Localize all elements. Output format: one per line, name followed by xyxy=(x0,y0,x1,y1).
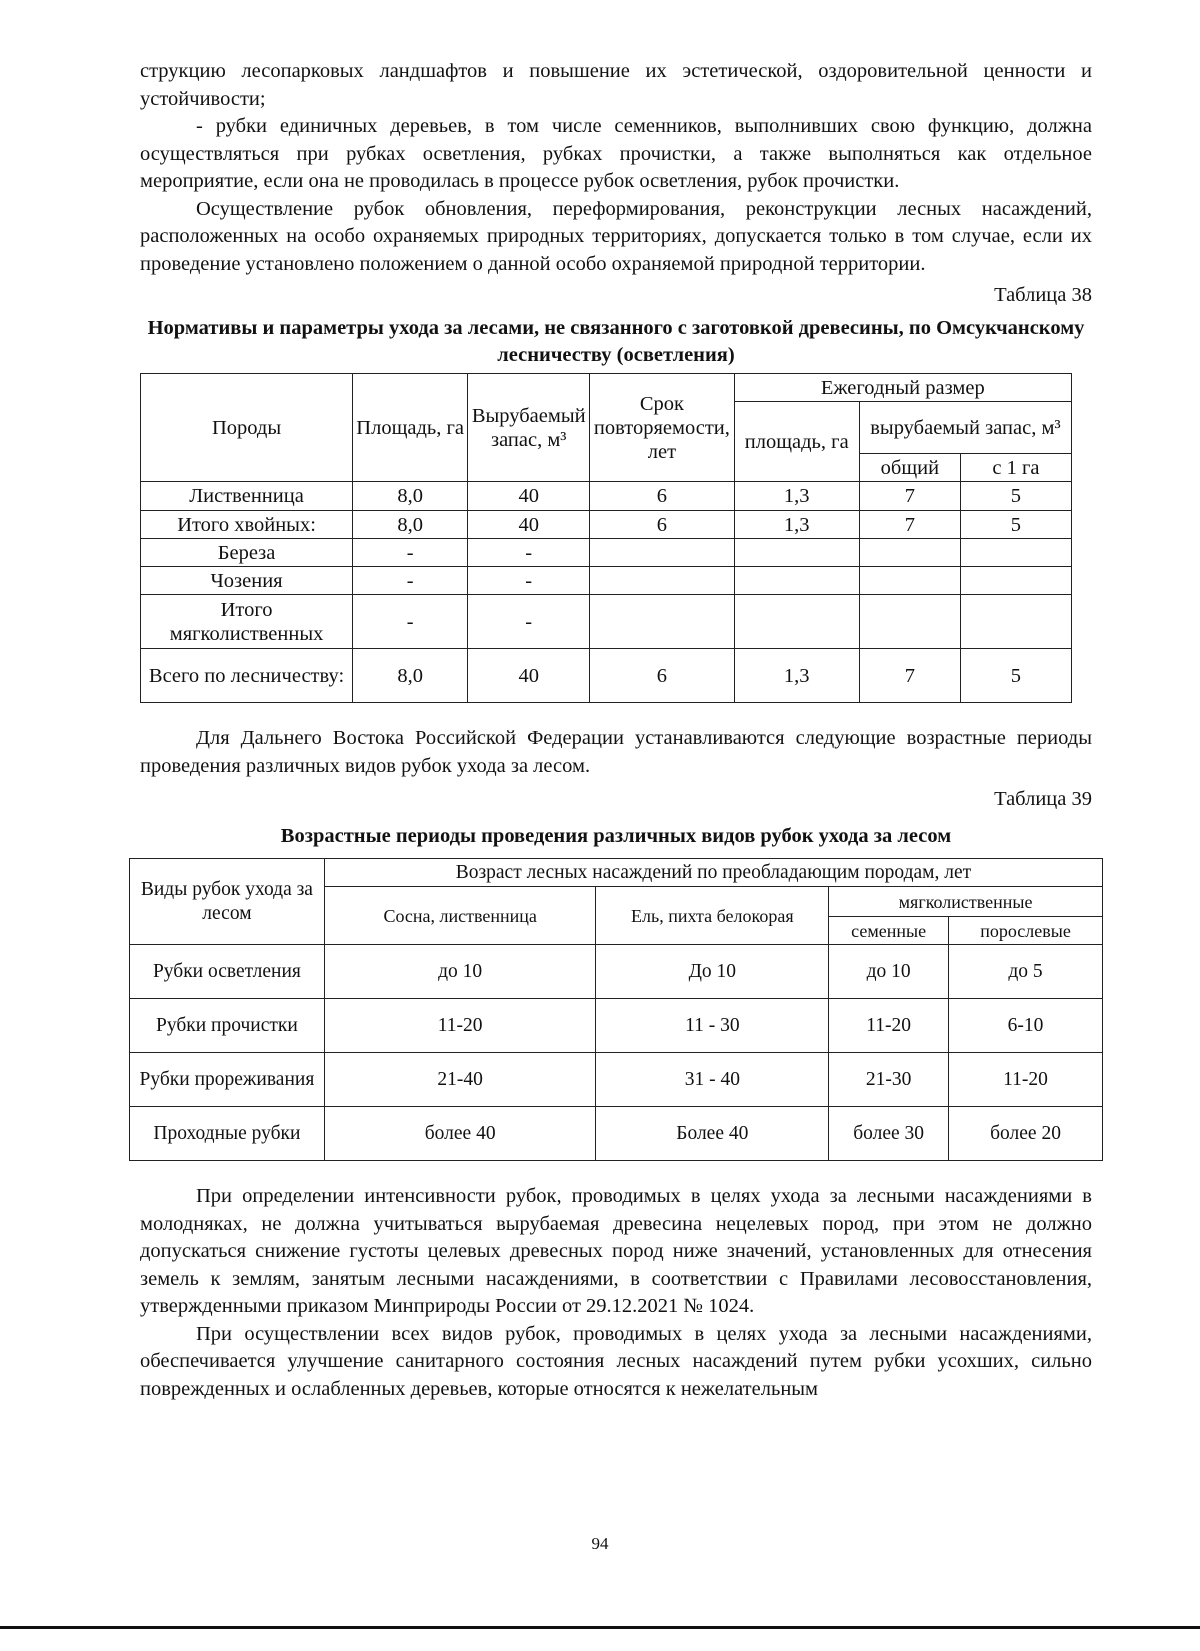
table38-label: Таблица 38 xyxy=(994,284,1092,306)
cell-kind: Рубки прореживания xyxy=(130,1053,325,1107)
table-row xyxy=(130,1107,1103,1161)
cell-kind: Рубки прочистки xyxy=(130,999,325,1053)
header-soft: мягколиственные xyxy=(829,887,1103,917)
table-row xyxy=(130,945,1103,999)
cell-stock: 40 xyxy=(468,511,590,539)
table38-title: Нормативы и параметры ухода за лесами, не связанного с заготовкой древесины, по Омсукчанскому лесничеству (осветления) xyxy=(147,317,1085,366)
paragraph-far-east: Для Дальнего Востока Российской Федерации устанавливаются следующие возрастные периоды проведения различных видов рубок ухода за лесом. xyxy=(140,727,1092,777)
cell-species: Лиственница xyxy=(141,482,353,511)
bottom-rule xyxy=(0,1626,1200,1629)
paragraph-continuation: струкцию лесопарковых ландшафтов и повышение их эстетической, оздоровительной ценности и устойчивости; xyxy=(140,60,1092,110)
paragraph-single-trees: - рубки единичных деревьев, в том числе семенников, выполнивших свою функцию, должна осуществляться при рубках осветления, рубках прочистки, а также выполняться как отдельное мероприятие, если она не проводилась в процессе рубок осветления, рубок прочистки. xyxy=(140,115,1092,192)
cell-period: 6 xyxy=(590,649,734,703)
cell-per-ha xyxy=(960,595,1071,649)
header-kind: Виды рубок ухода за лесом xyxy=(130,859,325,945)
cell-per-ha: 5 xyxy=(960,511,1071,539)
page-number: 94 xyxy=(591,1534,609,1553)
table-row xyxy=(130,999,1103,1053)
table-row xyxy=(141,567,1072,595)
cell-per-ha xyxy=(960,539,1071,567)
cell-kind: Проходные рубки xyxy=(130,1107,325,1161)
cell-species: Итого хвойных: xyxy=(141,511,353,539)
cell-species: Береза xyxy=(141,539,353,567)
header-area: Площадь, га xyxy=(353,374,468,482)
header-sprout: порослевые xyxy=(949,917,1103,945)
header-total: общий xyxy=(859,454,960,482)
cell-species: Чозения xyxy=(141,567,353,595)
cell-pine: до 10 xyxy=(324,945,596,999)
header-annual-area: площадь, га xyxy=(734,402,859,482)
header-seed: семенные xyxy=(829,917,949,945)
cell-stock: - xyxy=(468,539,590,567)
cell-sprout: 11-20 xyxy=(949,1053,1103,1107)
cell-total xyxy=(859,595,960,649)
cell-per-ha: 5 xyxy=(960,482,1071,511)
table-39 xyxy=(129,858,1103,1161)
cell-per-ha xyxy=(960,567,1071,595)
cell-sprout: 6-10 xyxy=(949,999,1103,1053)
cell-spruce: До 10 xyxy=(596,945,829,999)
cell-period xyxy=(590,539,734,567)
table-38 xyxy=(140,373,1072,703)
cell-species: Всего по лесничеству: xyxy=(141,649,353,703)
cell-period xyxy=(590,567,734,595)
cell-stock: 40 xyxy=(468,482,590,511)
table39-label: Таблица 39 xyxy=(994,788,1092,810)
cell-area: 8,0 xyxy=(353,649,468,703)
cell-pine: 11-20 xyxy=(324,999,596,1053)
paragraph-intensity: При определении интенсивности рубок, проводимых в целях ухода за лесными насаждениями в молодняках, не должна учитываться вырубаемая древесина нецелевых пород, при этом не должно допускаться снижение густоты целевых древесных пород ниже значений, установленных для отнесения земель к землям, занятым лесными насаждениями, в соответствии с Правилами лесовосстановления, утвержденными приказом Минприроды России от 29.12.2021 № 1024. xyxy=(140,1185,1092,1317)
cell-area: 8,0 xyxy=(353,511,468,539)
cell-seed: до 10 xyxy=(829,945,949,999)
cell-spruce: 11 - 30 xyxy=(596,999,829,1053)
paragraph-protected-areas: Осуществление рубок обновления, переформирования, реконструкции лесных насаждений, расположенных на особо охраняемых природных территориях, допускается только в том случае, если их проведение установлено положением о данной особо охраняемой природной территории. xyxy=(140,197,1092,275)
cell-annual-area xyxy=(734,539,859,567)
header-age: Возраст лесных насаждений по преобладающим породам, лет xyxy=(324,859,1102,887)
header-stock: Вырубаемый запас, м³ xyxy=(468,374,590,482)
header-spruce: Ель, пихта белокорая xyxy=(596,887,829,945)
cell-area: - xyxy=(353,567,468,595)
document-page xyxy=(140,58,1092,1403)
header-annual: Ежегодный размер xyxy=(734,374,1071,402)
cell-total xyxy=(859,539,960,567)
header-per-ha: с 1 га xyxy=(960,454,1071,482)
cell-annual-area: 1,3 xyxy=(734,511,859,539)
cell-period: 6 xyxy=(590,482,734,511)
cell-area: - xyxy=(353,595,468,649)
cell-pine: более 40 xyxy=(324,1107,596,1161)
cell-sprout: до 5 xyxy=(949,945,1103,999)
cell-spruce: 31 - 40 xyxy=(596,1053,829,1107)
cell-total: 7 xyxy=(859,511,960,539)
table-row xyxy=(141,649,1072,703)
table-row xyxy=(141,595,1072,649)
cell-total: 7 xyxy=(859,482,960,511)
header-annual-stock: вырубаемый запас, м³ xyxy=(859,402,1071,454)
table39-title: Возрастные периоды проведения различных видов рубок ухода за лесом xyxy=(280,825,952,847)
table-row xyxy=(130,1053,1103,1107)
cell-spruce: Более 40 xyxy=(596,1107,829,1161)
cell-total xyxy=(859,567,960,595)
cell-kind: Рубки осветления xyxy=(130,945,325,999)
cell-stock: - xyxy=(468,595,590,649)
cell-annual-area: 1,3 xyxy=(734,482,859,511)
table-row xyxy=(141,539,1072,567)
cell-period xyxy=(590,595,734,649)
cell-seed: 21-30 xyxy=(829,1053,949,1107)
header-pine: Сосна, лиственница xyxy=(324,887,596,945)
cell-species: Итого мягколиственных xyxy=(141,595,353,649)
table-row xyxy=(141,482,1072,511)
cell-area: 8,0 xyxy=(353,482,468,511)
cell-seed: 11-20 xyxy=(829,999,949,1053)
cell-sprout: более 20 xyxy=(949,1107,1103,1161)
cell-seed: более 30 xyxy=(829,1107,949,1161)
header-period: Срок повторяемости, лет xyxy=(590,374,734,482)
header-species: Породы xyxy=(141,374,353,482)
cell-area: - xyxy=(353,539,468,567)
cell-annual-area xyxy=(734,595,859,649)
cell-total: 7 xyxy=(859,649,960,703)
table-row xyxy=(141,511,1072,539)
cell-annual-area xyxy=(734,567,859,595)
cell-per-ha: 5 xyxy=(960,649,1071,703)
paragraph-sanitary: При осуществлении всех видов рубок, проводимых в целях ухода за лесными насаждениями, обеспечивается улучшение санитарного состояния лесных насаждений путем рубки усохших, сильно поврежденных и ослабленных деревьев, которые относятся к нежелательным xyxy=(140,1322,1092,1400)
cell-stock: - xyxy=(468,567,590,595)
cell-period: 6 xyxy=(590,511,734,539)
cell-stock: 40 xyxy=(468,649,590,703)
cell-annual-area: 1,3 xyxy=(734,649,859,703)
cell-pine: 21-40 xyxy=(324,1053,596,1107)
